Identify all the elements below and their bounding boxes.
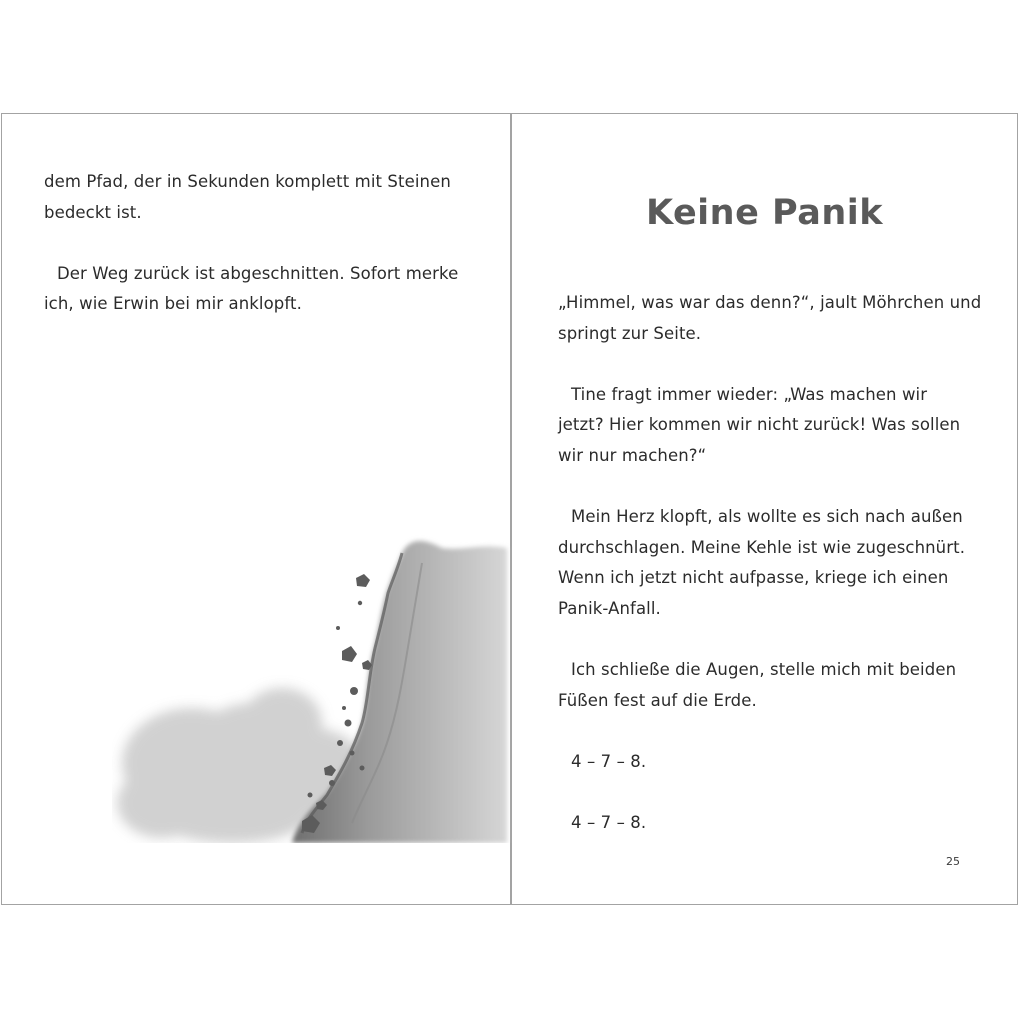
paragraph <box>44 259 484 320</box>
text-line: 4 – 7 – 8. <box>571 751 647 771</box>
paragraph <box>558 655 988 716</box>
text-line: durchschlagen. Meine Kehle ist wie zugeschnürt. <box>558 537 966 557</box>
paragraph <box>558 502 988 624</box>
text-line: Füßen fest auf die Erde. <box>558 690 757 710</box>
text-line: springt zur Seite. <box>558 323 702 343</box>
text-line: Ich schließe die Augen, stelle mich mit beiden <box>571 660 957 680</box>
right-page <box>512 113 1017 905</box>
text-line: Panik-Anfall. <box>558 598 661 618</box>
text-line: wir nur machen?“ <box>558 445 707 465</box>
paragraph <box>558 747 988 778</box>
left-page <box>2 113 510 905</box>
text-line: „Himmel, was war das denn?“, jault Möhrchen und <box>558 293 982 312</box>
paragraph <box>558 288 988 349</box>
chapter-title: Keine Panik <box>645 193 884 233</box>
falling-rocks-cliff-illustration <box>112 423 512 843</box>
text-line: dem Pfad, der in Sekunden komplett mit Steinen <box>44 172 451 191</box>
text-line: Der Weg zurück ist abgeschnitten. Sofort merke <box>57 263 459 283</box>
paragraph <box>44 167 484 228</box>
text-line: ich, wie Erwin bei mir anklopft. <box>44 294 302 314</box>
paragraph <box>558 380 988 472</box>
paragraph <box>558 808 988 839</box>
right-page-text <box>558 288 988 869</box>
text-line: Wenn ich jetzt nicht aufpasse, kriege ich einen <box>558 568 949 588</box>
text-line: Tine fragt immer wieder: „Was machen wir <box>571 384 928 404</box>
left-page-text <box>44 167 484 351</box>
text-line: Mein Herz klopft, als wollte es sich nach außen <box>571 507 963 527</box>
text-line: jetzt? Hier kommen wir nicht zurück! Was sollen <box>558 415 961 435</box>
text-line: 4 – 7 – 8. <box>571 813 647 833</box>
text-line: bedeckt ist. <box>44 202 142 222</box>
page-number: 25 <box>946 855 960 868</box>
